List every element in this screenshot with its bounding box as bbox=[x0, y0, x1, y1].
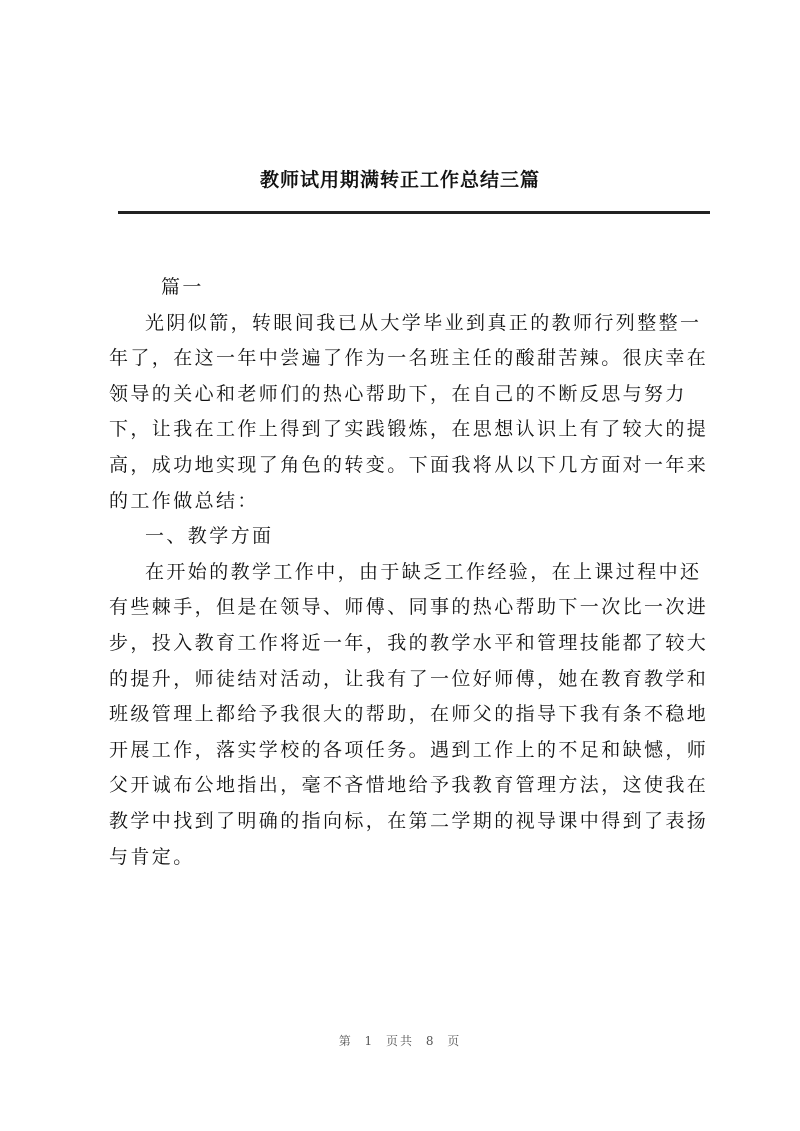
paragraph-line: 父开诚布公地指出，毫不吝惜地给予我教育管理方法，这使我在 bbox=[109, 774, 709, 797]
paragraph-line: 的提升，师徒结对活动，让我有了一位好师傅，她在教育教学和 bbox=[109, 667, 709, 690]
paragraph-line: 的工作做总结： bbox=[109, 489, 259, 512]
paragraph-line: 高，成功地实现了角色的转变。下面我将从以下几方面对一年来 bbox=[109, 453, 709, 476]
page-title: 教师试用期满转正工作总结三篇 bbox=[259, 169, 540, 191]
paragraph-line: 下，让我在工作上得到了实践锻炼，在思想认识上有了较大的提 bbox=[109, 418, 709, 441]
paragraph-line: 年了，在这一年中尝遍了作为一名班主任的酸甜苦辣。很庆幸在 bbox=[109, 347, 709, 370]
document-body bbox=[109, 270, 709, 875]
title-divider bbox=[118, 211, 710, 214]
paragraph-line: 与肯定。 bbox=[109, 845, 195, 868]
paragraph-line: 班级管理上都给予我很大的帮助，在师父的指导下我有条不稳地 bbox=[109, 703, 709, 726]
paragraph-line: 有些棘手，但是在领导、师傅、同事的热心帮助下一次比一次进 bbox=[109, 596, 709, 619]
paragraph-line: 开展工作，落实学校的各项任务。遇到工作上的不足和缺憾，师 bbox=[109, 738, 709, 761]
page-number: 第 1 页共 8 页 bbox=[338, 1034, 462, 1048]
subsection-heading: 一、教学方面 bbox=[145, 525, 274, 548]
paragraph-line: 在开始的教学工作中，由于缺乏工作经验，在上课过程中还 bbox=[145, 560, 702, 583]
paragraph-line: 领导的关心和老师们的热心帮助下，在自己的不断反思与努力 bbox=[109, 382, 687, 405]
paragraph-line: 光阴似箭，转眼间我已从大学毕业到真正的教师行列整整一 bbox=[145, 311, 702, 334]
section-heading: 篇一 bbox=[161, 276, 204, 298]
paragraph-line: 步，投入教育工作将近一年，我的教学水平和管理技能都了较大 bbox=[109, 631, 709, 654]
paragraph-line: 教学中找到了明确的指向标，在第二学期的视导课中得到了表扬 bbox=[109, 809, 709, 832]
